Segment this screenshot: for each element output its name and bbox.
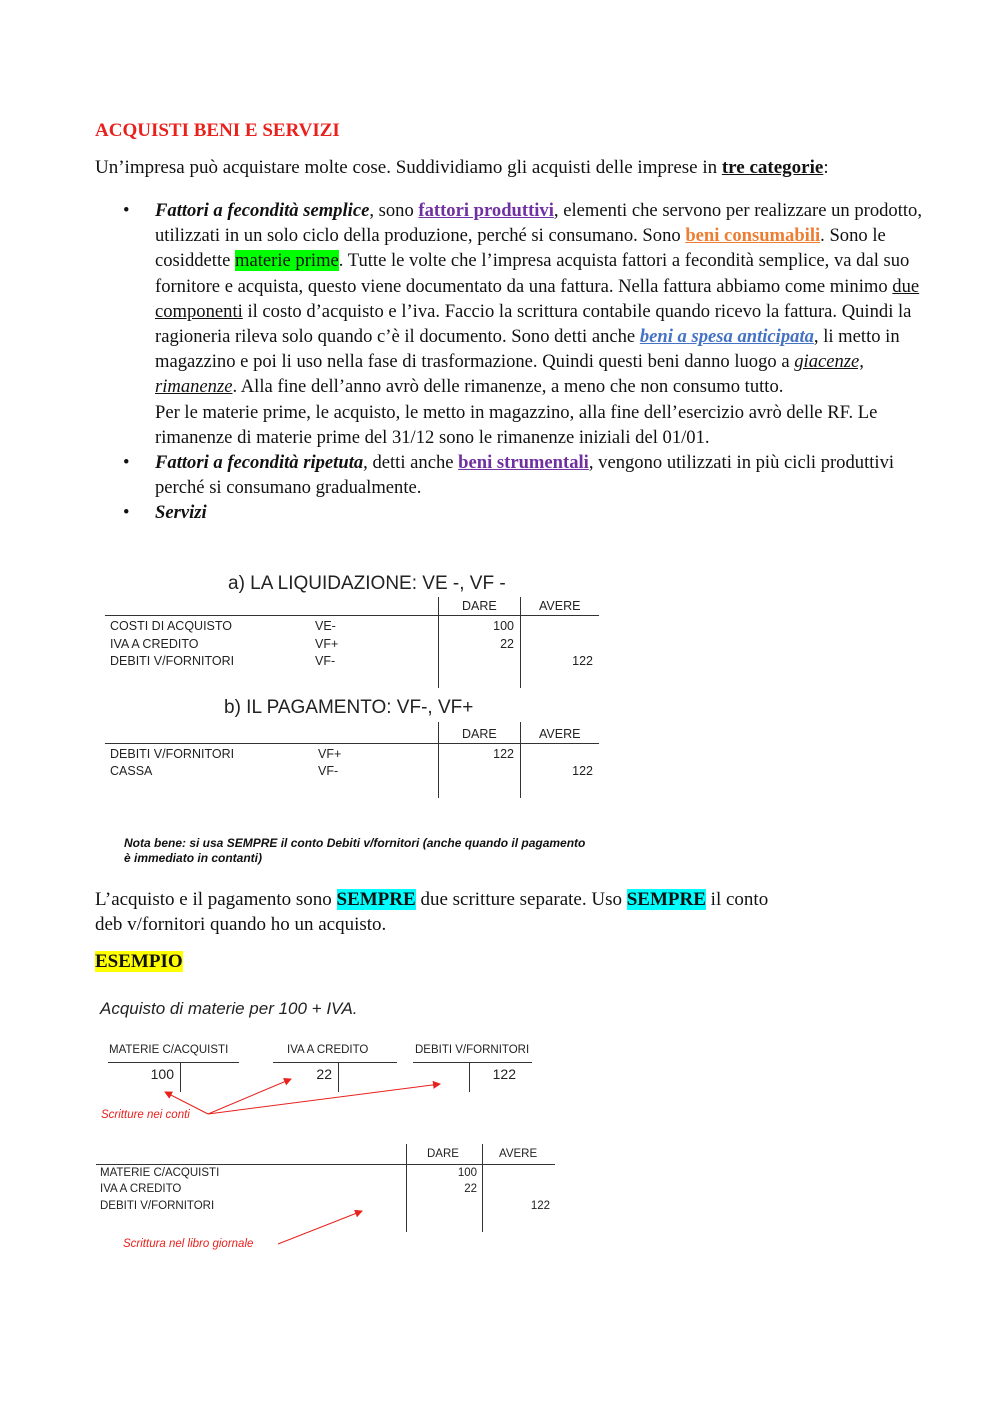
link-fattori-produttivi[interactable]: fattori produttivi xyxy=(418,200,554,221)
text: L’acquisto e il pagamento sono xyxy=(95,889,337,910)
journal-cell-dare: 22 xyxy=(464,1183,477,1195)
text: , li metto in magazzino e poi li uso nella fase di trasformazione. Quindi questi beni danno luogo a xyxy=(155,326,900,373)
italic-underlined-text: giacenze, rimanenze xyxy=(155,351,864,398)
table-cell-var: VE- xyxy=(315,619,336,633)
text: . Sono le cosiddette xyxy=(155,225,886,272)
table-cell-account: CASSA xyxy=(110,764,153,778)
underlined-text: due componenti xyxy=(155,275,920,322)
bullet-dot: • xyxy=(123,200,130,221)
esempio-label: ESEMPIO xyxy=(95,951,183,972)
table-cell-account: DEBITI V/FORNITORI xyxy=(110,747,235,761)
text: , detti anche xyxy=(363,452,459,474)
t-account-title: MATERIE C/ACQUISTI xyxy=(109,1044,229,1056)
table-column-line xyxy=(482,1144,483,1232)
text: due scritture separate. Uso xyxy=(415,889,627,910)
term: Fattori a fecondità ripetuta xyxy=(155,452,364,474)
highlight-materie-prime: materie prime xyxy=(235,250,339,272)
intro-text: Un’impresa può acquistare molte cose. Suddividiamo gli acquisti delle imprese in xyxy=(95,157,722,178)
table-title: a) LA LIQUIDAZIONE: VE -, VF - xyxy=(228,573,506,594)
column-header-avere: AVERE xyxy=(539,727,581,741)
journal-cell-dare: 100 xyxy=(457,1167,477,1179)
nota-line: è immediato in contanti) xyxy=(124,851,263,865)
nota-line: Nota bene: si usa SEMPRE il conto Debiti v/fornitori (anche quando il pagamento xyxy=(124,836,586,850)
text: , sono xyxy=(369,200,419,221)
term: Servizi xyxy=(155,502,207,524)
text: . Tutte le volte che l’impresa acquista fattori a fecondità semplice, va dal suo fornitore e acquista, questo viene documentato da una fattura. Nella fattura abbiamo come minimo xyxy=(155,250,910,297)
t-account-title: IVA A CREDITO xyxy=(287,1044,369,1056)
journal-cell-account: DEBITI V/FORNITORI xyxy=(100,1200,215,1212)
highlight-sempre: SEMPRE xyxy=(626,889,706,910)
table-cell-var: VF- xyxy=(318,764,339,778)
text: Per le materie prime, le acquisto, le metto in magazzino, alla fine dell’esercizio avrò delle RF. Le rimanenze di materie prime del 31/12 sono le rimanenze iniziali del 01/01. xyxy=(155,401,878,448)
table-cell-account: IVA A CREDITO xyxy=(110,637,199,651)
column-header-avere: AVERE xyxy=(539,599,581,613)
table-cell-account: DEBITI V/FORNITORI xyxy=(110,654,235,668)
table-column-line xyxy=(406,1144,407,1232)
note-libro-giornale: Scrittura nel libro giornale xyxy=(123,1238,254,1250)
table-cell-dare: 22 xyxy=(500,637,514,651)
t-account-avere: 122 xyxy=(492,1066,516,1082)
table-cell-avere: 122 xyxy=(572,654,593,668)
text: il costo d’acquisto e l’iva. Faccio la scrittura contabile quando ricevo la fattura. Quindi la ragioneria rileva solo quando c’è il documento. Sono detti anche xyxy=(155,300,912,348)
note-scritture-conti: Scritture nei conti xyxy=(101,1109,190,1121)
text: , elementi che servono per realizzare un prodotto, utilizzati in un solo ciclo della produzione, perché si consumano. Sono xyxy=(155,200,923,247)
journal-cell-account: IVA A CREDITO xyxy=(100,1183,182,1195)
table-title: b) IL PAGAMENTO: VF-, VF+ xyxy=(224,697,474,718)
intro-colon: : xyxy=(823,157,829,178)
table-cell-var: VF- xyxy=(315,654,336,668)
text: deb v/fornitori quando ho un acquisto. xyxy=(95,914,387,935)
table-cell-var: VF+ xyxy=(318,747,342,761)
table-header-line xyxy=(96,1164,555,1165)
page-title: ACQUISTI BENI E SERVIZI xyxy=(95,120,340,141)
table-cell-dare: 122 xyxy=(493,747,514,761)
link-beni-spesa-anticipata[interactable]: beni a spesa anticipata xyxy=(639,326,814,348)
text: il conto xyxy=(705,889,769,910)
table-cell-var: VF+ xyxy=(315,637,339,651)
text: , vengono utilizzati in più cicli produttivi perché si consumano gradualmente. xyxy=(155,452,895,499)
t-account-title: DEBITI V/FORNITORI xyxy=(415,1044,530,1056)
text: . Alla fine dell’anno avrò delle rimanenze, a meno che non consumo tutto. xyxy=(232,376,784,398)
t-account-dare: 100 xyxy=(150,1066,174,1082)
intro-strong: tre categorie xyxy=(721,157,824,178)
bullet-dot: • xyxy=(123,502,130,524)
link-beni-strumentali[interactable]: beni strumentali xyxy=(458,452,589,474)
table-cell-avere: 122 xyxy=(572,764,593,778)
term: Fattori a fecondità semplice xyxy=(155,200,370,221)
link-beni-consumabili[interactable]: beni consumabili xyxy=(685,225,821,247)
column-header-dare: DARE xyxy=(427,1148,459,1160)
table-cell-account: COSTI DI ACQUISTO xyxy=(110,619,233,633)
column-header-dare: DARE xyxy=(462,727,497,741)
table-cell-dare: 100 xyxy=(493,619,514,633)
column-header-avere: AVERE xyxy=(499,1148,538,1160)
journal-cell-account: MATERIE C/ACQUISTI xyxy=(100,1167,220,1179)
highlight-sempre: SEMPRE xyxy=(336,889,416,910)
column-header-dare: DARE xyxy=(462,599,497,613)
arrow-icon xyxy=(278,1211,362,1244)
bullet-dot: • xyxy=(123,452,130,474)
journal-cell-avere: 122 xyxy=(530,1200,550,1212)
t-account-dare: 22 xyxy=(316,1066,332,1082)
example-caption: Acquisto di materie per 100 + IVA. xyxy=(100,999,358,1018)
